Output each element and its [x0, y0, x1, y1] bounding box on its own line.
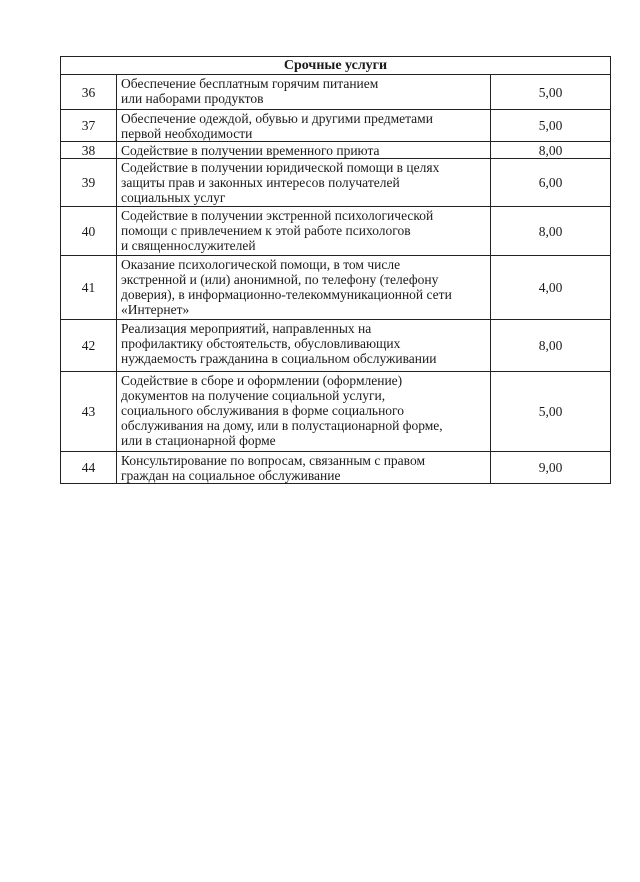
- row-number: 43: [61, 372, 117, 452]
- service-value: 8,00: [491, 207, 611, 256]
- services-table: [60, 56, 611, 484]
- service-name-line: Содействие в сборе и оформлении (оформление): [121, 373, 403, 388]
- service-value: 5,00: [491, 372, 611, 452]
- table-row: [61, 320, 611, 372]
- table-row: [61, 110, 611, 142]
- service-value: 4,00: [491, 256, 611, 320]
- service-name: [117, 320, 491, 372]
- table-row: [61, 452, 611, 484]
- service-name: [117, 159, 491, 207]
- service-name-line: граждан на социальное обслуживание: [121, 468, 341, 483]
- service-name-line: защиты прав и законных интересов получателей: [121, 175, 400, 190]
- service-name-line: документов на получение социальной услуги,: [121, 388, 386, 403]
- table-row: [61, 159, 611, 207]
- service-value: 9,00: [491, 452, 611, 484]
- section-header-row: [61, 57, 611, 75]
- service-value: 6,00: [491, 159, 611, 207]
- service-name: [117, 110, 491, 142]
- service-name-line: помощи с привлечением к этой работе психологов: [121, 223, 411, 238]
- service-name-line: Оказание психологической помощи, в том числе: [121, 257, 401, 272]
- row-number: 41: [61, 256, 117, 320]
- row-number: 40: [61, 207, 117, 256]
- table-row: [61, 75, 611, 110]
- service-name-line: Содействие в получении юридической помощи в целях: [121, 160, 440, 175]
- service-name-line: обслуживания на дому, или в полустационарной форме,: [121, 418, 443, 433]
- service-name: [117, 256, 491, 320]
- service-name-line: Реализация мероприятий, направленных на: [121, 321, 372, 336]
- services-table-body: [61, 57, 611, 484]
- service-name-line: «Интернет»: [121, 302, 190, 317]
- service-name-line: и священнослужителей: [121, 238, 256, 253]
- service-name: [117, 372, 491, 452]
- service-name: [117, 142, 491, 159]
- row-number: 37: [61, 110, 117, 142]
- service-name-line: Обеспечение бесплатным горячим питанием: [121, 76, 379, 91]
- table-row: [61, 142, 611, 159]
- service-name-line: Обеспечение одеждой, обувью и другими предметами: [121, 111, 433, 126]
- service-name-line: или наборами продуктов: [121, 91, 264, 106]
- service-name: [117, 75, 491, 110]
- row-number: 39: [61, 159, 117, 207]
- service-value: 5,00: [491, 75, 611, 110]
- service-name: [117, 452, 491, 484]
- service-name-line: экстренной и (или) анонимной, по телефону (телефону: [121, 272, 439, 287]
- section-title: Срочные услуги: [61, 57, 611, 75]
- service-value: 8,00: [491, 142, 611, 159]
- table-row: [61, 256, 611, 320]
- row-number: 36: [61, 75, 117, 110]
- service-name-line: или в стационарной форме: [121, 433, 276, 448]
- service-name-line: профилактику обстоятельств, обусловливающих: [121, 336, 401, 351]
- service-name-line: социального обслуживания в форме социального: [121, 403, 405, 418]
- service-name-line: доверия), в информационно-телекоммуникационной сети: [121, 287, 452, 302]
- service-name-line: Содействие в получении временного приюта: [121, 143, 380, 158]
- table-row: [61, 207, 611, 256]
- service-name-line: социальных услуг: [121, 190, 226, 205]
- service-name: [117, 207, 491, 256]
- row-number: 38: [61, 142, 117, 159]
- service-value: 5,00: [491, 110, 611, 142]
- row-number: 44: [61, 452, 117, 484]
- service-name-line: первой необходимости: [121, 126, 253, 141]
- table-row: [61, 372, 611, 452]
- service-value: 8,00: [491, 320, 611, 372]
- row-number: 42: [61, 320, 117, 372]
- service-name-line: Содействие в получении экстренной психологической: [121, 208, 434, 223]
- service-name-line: Консультирование по вопросам, связанным с правом: [121, 453, 425, 468]
- service-name-line: нуждаемость гражданина в социальном обслуживании: [121, 351, 437, 366]
